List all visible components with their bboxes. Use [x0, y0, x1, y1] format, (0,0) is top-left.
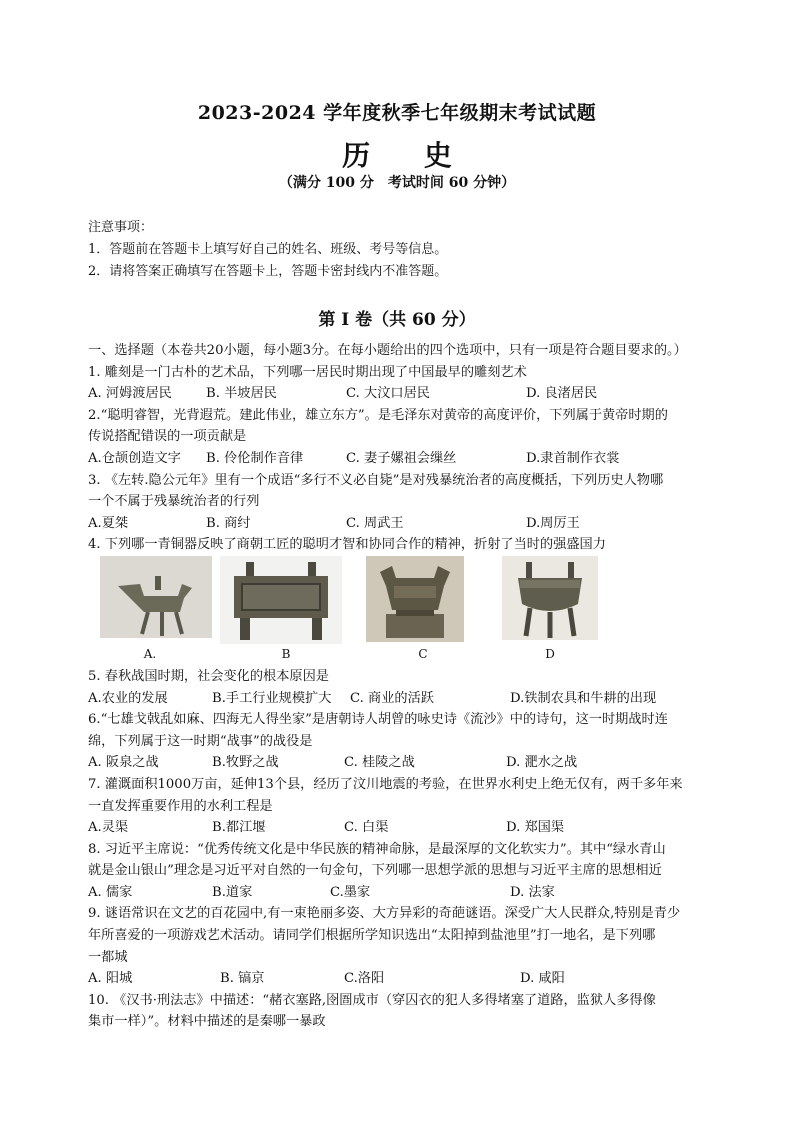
option-c: C. 商业的活跃: [350, 690, 434, 706]
option-b: B. 伶伦制作音律: [206, 450, 304, 466]
option-d: D. 咸阳: [520, 971, 565, 987]
bronze-vessel-a-image: [100, 556, 212, 638]
bronze-image-row: [88, 556, 720, 666]
questions-body: [88, 340, 720, 1033]
option-d: D. 淝水之战: [506, 755, 578, 771]
question-options: [88, 513, 720, 535]
option-b: B. 半坡居民: [206, 386, 277, 402]
option-a: A.夏桀: [88, 515, 129, 531]
option-d: D. 法家: [510, 884, 555, 900]
question-options: [88, 817, 720, 839]
notes-block: [88, 217, 728, 283]
option-a: A. 阪泉之战: [88, 755, 159, 771]
option-c: C. 大汶口居民: [346, 386, 430, 402]
option-a: A.农业的发展: [88, 690, 168, 706]
question-text: 5. 春秋战国时期，社会变化的根本原因是: [88, 668, 329, 684]
question-text: 8. 习近平主席说：“优秀传统文化是中华民族的精神命脉，是最深厚的文化软实力”。其中“绿水青山: [88, 841, 666, 857]
question-options: [88, 882, 720, 904]
subject-title: 历 史: [342, 139, 474, 172]
exam-title: 2023-2024 学年度秋季七年级期末考试试题: [197, 102, 597, 124]
option-a: A.灵渠: [88, 820, 129, 836]
option-c: C. 周武王: [346, 515, 404, 531]
question-text: 年所喜爱的一项游戏艺术活动。请同学们根据所学知识选出“太阳掉到盐池里”打一地名，是下列哪: [88, 928, 656, 944]
question-text: 9. 谜语常识在文艺的百花园中,有一束艳丽多姿、大方异彩的奇葩谜语。深受广大人民群众,特别是青少: [88, 906, 681, 922]
option-d: D.隶首制作衣裳: [526, 450, 620, 466]
question-text: 1. 雕刻是一门古朴的艺术品，下列哪一居民时期出现了中国最早的雕刻艺术: [88, 364, 527, 380]
option-a: A. 儒家: [88, 884, 133, 900]
question-text: 绵，下列属于这一时期“战事”的战役是: [88, 733, 313, 749]
option-b: B.手工行业规模扩大: [212, 690, 332, 706]
question-text: 集市一样）”。材料中描述的是秦哪一暴政: [88, 1014, 326, 1030]
notes-item: 1．答题前在答题卡上填写好自己的姓名、班级、考号等信息。: [88, 242, 448, 257]
question-options: [88, 968, 720, 990]
question-text: 2.“聪明睿智，光背遐荒。建此伟业，雄立东方”。是毛泽东对黄帝的高度评价，下列属于黄帝时期的: [88, 407, 668, 423]
question-options: [88, 752, 720, 774]
option-d: D. 良渚居民: [526, 386, 598, 402]
option-b: B.牧野之战: [212, 755, 279, 771]
question-options: [88, 688, 720, 710]
image-label-a: A.: [143, 646, 157, 661]
question-text: 10. 《汉书·刑法志》中描述：“赭衣塞路,囹圄成市（穿囚衣的犯人多得堵塞了道路，监狱人多得像: [88, 992, 656, 1008]
option-b: B. 商纣: [206, 515, 251, 531]
notes-heading: 注意事项：: [88, 220, 154, 235]
question-text: 就是金山银山”理念是习近平对自然的一句金句，下列哪一思想学派的思想与习近平主席的思想相近: [88, 863, 662, 879]
option-d: D.铁制农具和牛耕的出现: [510, 690, 657, 706]
option-c: C. 妻子嫘祖会缫丝: [346, 450, 457, 466]
option-b: B.道家: [212, 884, 253, 900]
question-text: 传说搭配错误的一项贡献是: [88, 429, 247, 445]
bronze-vessel-b-image: [220, 556, 342, 644]
image-label-d: D: [545, 646, 555, 661]
instruction-text: 一、选择题（本卷共20小题，每小题3分。在每小题给出的四个选项中，只有一项是符合题目要求的。）: [88, 343, 687, 358]
image-label-b: B: [281, 646, 291, 661]
option-b: B. 镐京: [220, 971, 265, 987]
exam-subtitle: （满分 100 分 考试时间 60 分钟）: [278, 175, 516, 191]
bronze-vessel-d-image: [502, 556, 598, 640]
option-c: C.洛阳: [344, 971, 385, 987]
option-c: C.墨家: [330, 884, 371, 900]
question-text: 3. 《左转.隐公元年》里有一个成语“多行不义必自毙”是对残暴统治者的高度概括，下列历史人物哪: [88, 472, 664, 488]
question-text: 一直发挥重要作用的水利工程是: [88, 798, 273, 814]
option-c: C. 白渠: [344, 820, 389, 836]
option-a: A. 阳城: [88, 971, 133, 987]
notes-item: 2．请将答案正确填写在答题卡上，答题卡密封线内不准答题。: [88, 264, 448, 279]
option-d: D. 郑国渠: [506, 820, 565, 836]
question-options: [88, 448, 720, 470]
question-options: [88, 383, 720, 405]
image-label-c: C: [418, 646, 428, 661]
section-title: 第 I 卷（共 60 分）: [318, 310, 476, 330]
question-text: 6.“七雄戈戟乱如麻、四海无人得坐家”是唐朝诗人胡曾的咏史诗《流沙》中的诗句，这一时期战时连: [88, 712, 668, 728]
option-a: A.仓颉创造文字: [88, 450, 181, 466]
option-d: D.周厉王: [526, 515, 580, 531]
question-text: 一个不属于残暴统治者的行列: [88, 494, 260, 510]
question-text: 一都城: [88, 949, 128, 965]
option-b: B.都江堰: [212, 820, 266, 836]
option-c: C. 桂陵之战: [344, 755, 415, 771]
question-text: 7. 灌溉面积1000万亩，延伸13个县，经历了汶川地震的考验，在世界水利史上绝无仅有，两千多年来: [88, 776, 683, 792]
option-a: A. 河姆渡居民: [88, 386, 172, 402]
question-text: 4. 下列哪一青铜器反映了商朝工匠的聪明才智和协同合作的精神，折射了当时的强盛国力: [88, 537, 606, 553]
bronze-vessel-c-image: [366, 556, 464, 642]
